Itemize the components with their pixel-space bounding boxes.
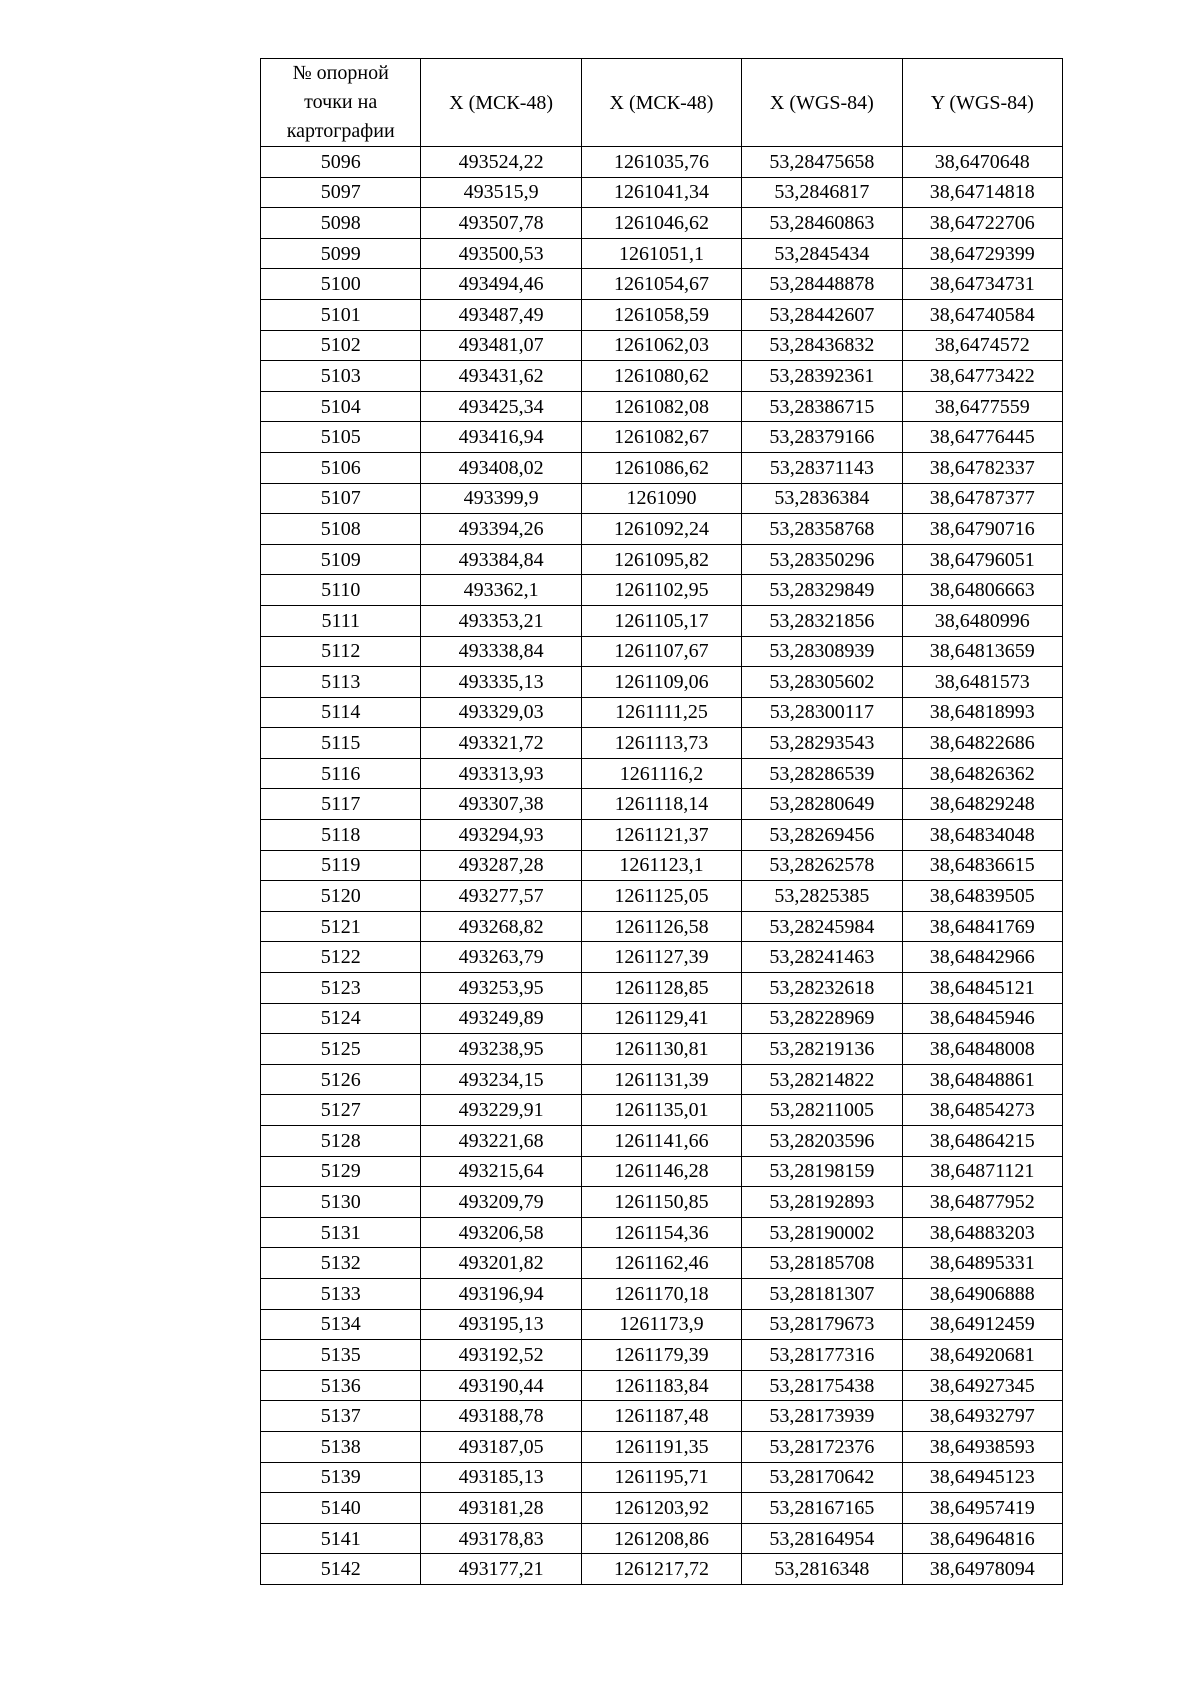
cell-y-wgs84: 38,64871121	[902, 1156, 1062, 1187]
table-body	[261, 147, 1063, 1585]
cell-y-wgs84: 38,64920681	[902, 1340, 1062, 1371]
table-row	[261, 1370, 1063, 1401]
cell-x-msk48: 493185,13	[421, 1462, 581, 1493]
cell-x-msk48: 493408,02	[421, 452, 581, 483]
cell-x-msk48: 493177,21	[421, 1554, 581, 1585]
cell-y-wgs84: 38,64842966	[902, 942, 1062, 973]
cell-point-number: 5129	[261, 1156, 421, 1187]
table-row	[261, 911, 1063, 942]
cell-x-wgs84: 53,28214822	[742, 1064, 902, 1095]
cell-y-wgs84: 38,64782337	[902, 452, 1062, 483]
table-row	[261, 1064, 1063, 1095]
cell-x-wgs84: 53,28280649	[742, 789, 902, 820]
cell-x-msk48-second: 1261131,39	[581, 1064, 741, 1095]
cell-x-wgs84: 53,28173939	[742, 1401, 902, 1432]
table-row	[261, 422, 1063, 453]
cell-x-msk48-second: 1261121,37	[581, 820, 741, 851]
cell-x-msk48: 493353,21	[421, 605, 581, 636]
cell-point-number: 5124	[261, 1003, 421, 1034]
cell-x-msk48: 493221,68	[421, 1126, 581, 1157]
cell-point-number: 5100	[261, 269, 421, 300]
table-row	[261, 881, 1063, 912]
cell-x-msk48-second: 1261102,95	[581, 575, 741, 606]
cell-x-msk48-second: 1261054,67	[581, 269, 741, 300]
table-row	[261, 605, 1063, 636]
cell-x-msk48: 493321,72	[421, 728, 581, 759]
cell-x-msk48-second: 1261170,18	[581, 1278, 741, 1309]
cell-x-msk48-second: 1261041,34	[581, 177, 741, 208]
table-row	[261, 1462, 1063, 1493]
cell-y-wgs84: 38,64877952	[902, 1187, 1062, 1218]
cell-point-number: 5111	[261, 605, 421, 636]
cell-y-wgs84: 38,64729399	[902, 238, 1062, 269]
cell-point-number: 5105	[261, 422, 421, 453]
cell-y-wgs84: 38,64945123	[902, 1462, 1062, 1493]
cell-point-number: 5097	[261, 177, 421, 208]
cell-point-number: 5122	[261, 942, 421, 973]
cell-x-msk48: 493507,78	[421, 208, 581, 239]
cell-x-wgs84: 53,28269456	[742, 820, 902, 851]
cell-x-msk48-second: 1261107,67	[581, 636, 741, 667]
cell-point-number: 5127	[261, 1095, 421, 1126]
cell-y-wgs84: 38,64978094	[902, 1554, 1062, 1585]
cell-x-msk48-second: 1261126,58	[581, 911, 741, 942]
cell-x-msk48: 493335,13	[421, 667, 581, 698]
cell-x-msk48-second: 1261095,82	[581, 544, 741, 575]
cell-x-wgs84: 53,2825385	[742, 881, 902, 912]
cell-x-msk48-second: 1261109,06	[581, 667, 741, 698]
header-x-wgs84: X (WGS-84)	[742, 59, 902, 147]
cell-x-msk48: 493206,58	[421, 1217, 581, 1248]
cell-y-wgs84: 38,64818993	[902, 697, 1062, 728]
cell-y-wgs84: 38,64740584	[902, 299, 1062, 330]
cell-x-wgs84: 53,28185708	[742, 1248, 902, 1279]
table-row	[261, 1554, 1063, 1585]
cell-x-msk48-second: 1261111,25	[581, 697, 741, 728]
cell-y-wgs84: 38,64895331	[902, 1248, 1062, 1279]
cell-x-wgs84: 53,28293543	[742, 728, 902, 759]
cell-point-number: 5112	[261, 636, 421, 667]
table-row	[261, 973, 1063, 1004]
cell-x-msk48-second: 1261113,73	[581, 728, 741, 759]
cell-x-msk48: 493190,44	[421, 1370, 581, 1401]
cell-x-wgs84: 53,28460863	[742, 208, 902, 239]
cell-x-msk48-second: 1261173,9	[581, 1309, 741, 1340]
cell-x-msk48-second: 1261135,01	[581, 1095, 741, 1126]
cell-x-msk48-second: 1261058,59	[581, 299, 741, 330]
cell-x-msk48: 493268,82	[421, 911, 581, 942]
cell-point-number: 5108	[261, 514, 421, 545]
cell-x-msk48: 493201,82	[421, 1248, 581, 1279]
cell-x-wgs84: 53,28179673	[742, 1309, 902, 1340]
cell-x-wgs84: 53,28192893	[742, 1187, 902, 1218]
cell-x-msk48: 493487,49	[421, 299, 581, 330]
cell-x-wgs84: 53,28392361	[742, 361, 902, 392]
table-row	[261, 942, 1063, 973]
cell-y-wgs84: 38,64845946	[902, 1003, 1062, 1034]
cell-point-number: 5116	[261, 758, 421, 789]
cell-x-wgs84: 53,28371143	[742, 452, 902, 483]
cell-x-wgs84: 53,2846817	[742, 177, 902, 208]
table-row	[261, 1187, 1063, 1218]
cell-x-msk48: 493287,28	[421, 850, 581, 881]
cell-x-msk48: 493192,52	[421, 1340, 581, 1371]
cell-x-wgs84: 53,28262578	[742, 850, 902, 881]
cell-point-number: 5107	[261, 483, 421, 514]
cell-point-number: 5119	[261, 850, 421, 881]
table-row	[261, 177, 1063, 208]
cell-x-msk48: 493500,53	[421, 238, 581, 269]
cell-x-wgs84: 53,28228969	[742, 1003, 902, 1034]
cell-x-wgs84: 53,28211005	[742, 1095, 902, 1126]
cell-point-number: 5120	[261, 881, 421, 912]
cell-y-wgs84: 38,64839505	[902, 881, 1062, 912]
table-row	[261, 147, 1063, 178]
cell-y-wgs84: 38,64776445	[902, 422, 1062, 453]
cell-x-msk48-second: 1261146,28	[581, 1156, 741, 1187]
cell-x-msk48-second: 1261035,76	[581, 147, 741, 178]
table-row	[261, 1248, 1063, 1279]
cell-x-msk48-second: 1261105,17	[581, 605, 741, 636]
cell-point-number: 5132	[261, 1248, 421, 1279]
table-row	[261, 452, 1063, 483]
cell-x-msk48-second: 1261086,62	[581, 452, 741, 483]
cell-x-msk48: 493494,46	[421, 269, 581, 300]
cell-x-wgs84: 53,28379166	[742, 422, 902, 453]
cell-x-wgs84: 53,28172376	[742, 1431, 902, 1462]
cell-x-wgs84: 53,28219136	[742, 1034, 902, 1065]
cell-y-wgs84: 38,64854273	[902, 1095, 1062, 1126]
cell-x-wgs84: 53,28350296	[742, 544, 902, 575]
cell-y-wgs84: 38,6470648	[902, 147, 1062, 178]
cell-point-number: 5128	[261, 1126, 421, 1157]
cell-x-msk48-second: 1261128,85	[581, 973, 741, 1004]
cell-y-wgs84: 38,6474572	[902, 330, 1062, 361]
cell-y-wgs84: 38,64790716	[902, 514, 1062, 545]
table-row	[261, 1340, 1063, 1371]
cell-y-wgs84: 38,64848861	[902, 1064, 1062, 1095]
table-row	[261, 636, 1063, 667]
cell-y-wgs84: 38,64734731	[902, 269, 1062, 300]
header-y-wgs84: Y (WGS-84)	[902, 59, 1062, 147]
cell-x-msk48-second: 1261162,46	[581, 1248, 741, 1279]
cell-x-msk48: 493362,1	[421, 575, 581, 606]
cell-point-number: 5118	[261, 820, 421, 851]
cell-x-msk48: 493196,94	[421, 1278, 581, 1309]
cell-x-wgs84: 53,28442607	[742, 299, 902, 330]
cell-x-wgs84: 53,28358768	[742, 514, 902, 545]
table-row	[261, 758, 1063, 789]
cell-y-wgs84: 38,64912459	[902, 1309, 1062, 1340]
cell-y-wgs84: 38,64834048	[902, 820, 1062, 851]
cell-point-number: 5140	[261, 1493, 421, 1524]
cell-x-msk48: 493263,79	[421, 942, 581, 973]
table-row	[261, 361, 1063, 392]
header-row	[261, 59, 1063, 147]
cell-point-number: 5134	[261, 1309, 421, 1340]
cell-x-msk48: 493253,95	[421, 973, 581, 1004]
cell-y-wgs84: 38,64806663	[902, 575, 1062, 606]
cell-y-wgs84: 38,64829248	[902, 789, 1062, 820]
cell-x-msk48: 493181,28	[421, 1493, 581, 1524]
cell-x-msk48-second: 1261118,14	[581, 789, 741, 820]
cell-y-wgs84: 38,64957419	[902, 1493, 1062, 1524]
cell-point-number: 5141	[261, 1523, 421, 1554]
table-row	[261, 850, 1063, 881]
cell-y-wgs84: 38,64938593	[902, 1431, 1062, 1462]
cell-y-wgs84: 38,64932797	[902, 1401, 1062, 1432]
cell-x-wgs84: 53,2845434	[742, 238, 902, 269]
table-row	[261, 483, 1063, 514]
cell-y-wgs84: 38,64813659	[902, 636, 1062, 667]
cell-x-msk48: 493195,13	[421, 1309, 581, 1340]
cell-point-number: 5115	[261, 728, 421, 759]
cell-x-msk48-second: 1261062,03	[581, 330, 741, 361]
cell-x-msk48: 493394,26	[421, 514, 581, 545]
cell-y-wgs84: 38,64826362	[902, 758, 1062, 789]
cell-y-wgs84: 38,64845121	[902, 973, 1062, 1004]
cell-point-number: 5103	[261, 361, 421, 392]
cell-y-wgs84: 38,6477559	[902, 391, 1062, 422]
cell-x-msk48-second: 1261187,48	[581, 1401, 741, 1432]
table-row	[261, 544, 1063, 575]
cell-y-wgs84: 38,64796051	[902, 544, 1062, 575]
table-row	[261, 208, 1063, 239]
cell-x-wgs84: 53,28286539	[742, 758, 902, 789]
cell-x-wgs84: 53,28475658	[742, 147, 902, 178]
table-row	[261, 1309, 1063, 1340]
cell-x-msk48-second: 1261082,08	[581, 391, 741, 422]
cell-x-wgs84: 53,28329849	[742, 575, 902, 606]
cell-point-number: 5139	[261, 1462, 421, 1493]
cell-x-msk48: 493238,95	[421, 1034, 581, 1065]
cell-point-number: 5098	[261, 208, 421, 239]
cell-x-wgs84: 53,28321856	[742, 605, 902, 636]
table-row	[261, 1493, 1063, 1524]
header-point-number: № опорной точки на картографии	[261, 59, 421, 147]
cell-x-msk48-second: 1261208,86	[581, 1523, 741, 1554]
cell-x-wgs84: 53,28232618	[742, 973, 902, 1004]
cell-x-wgs84: 53,28164954	[742, 1523, 902, 1554]
table-row	[261, 1156, 1063, 1187]
cell-y-wgs84: 38,64773422	[902, 361, 1062, 392]
cell-y-wgs84: 38,6481573	[902, 667, 1062, 698]
cell-x-msk48-second: 1261141,66	[581, 1126, 741, 1157]
table-row	[261, 1217, 1063, 1248]
cell-x-msk48: 493431,62	[421, 361, 581, 392]
table-row	[261, 697, 1063, 728]
cell-x-msk48-second: 1261150,85	[581, 1187, 741, 1218]
cell-x-msk48-second: 1261179,39	[581, 1340, 741, 1371]
cell-point-number: 5125	[261, 1034, 421, 1065]
cell-point-number: 5102	[261, 330, 421, 361]
cell-x-msk48: 493215,64	[421, 1156, 581, 1187]
cell-x-msk48-second: 1261191,35	[581, 1431, 741, 1462]
cell-y-wgs84: 38,64883203	[902, 1217, 1062, 1248]
cell-y-wgs84: 38,64722706	[902, 208, 1062, 239]
table-row	[261, 1126, 1063, 1157]
cell-point-number: 5135	[261, 1340, 421, 1371]
table-row	[261, 1431, 1063, 1462]
cell-point-number: 5101	[261, 299, 421, 330]
cell-point-number: 5121	[261, 911, 421, 942]
cell-point-number: 5110	[261, 575, 421, 606]
cell-x-wgs84: 53,28198159	[742, 1156, 902, 1187]
cell-x-msk48: 493416,94	[421, 422, 581, 453]
header-x-msk48: X (МСК-48)	[421, 59, 581, 147]
cell-x-msk48: 493229,91	[421, 1095, 581, 1126]
cell-x-msk48: 493178,83	[421, 1523, 581, 1554]
table-row	[261, 789, 1063, 820]
cell-point-number: 5123	[261, 973, 421, 1004]
cell-x-msk48: 493188,78	[421, 1401, 581, 1432]
cell-y-wgs84: 38,6480996	[902, 605, 1062, 636]
cell-x-msk48: 493209,79	[421, 1187, 581, 1218]
cell-point-number: 5099	[261, 238, 421, 269]
table-row	[261, 1095, 1063, 1126]
cell-x-wgs84: 53,28190002	[742, 1217, 902, 1248]
cell-x-msk48: 493515,9	[421, 177, 581, 208]
cell-x-wgs84: 53,28386715	[742, 391, 902, 422]
cell-x-wgs84: 53,28308939	[742, 636, 902, 667]
cell-x-msk48-second: 1261123,1	[581, 850, 741, 881]
cell-y-wgs84: 38,64822686	[902, 728, 1062, 759]
table-row	[261, 238, 1063, 269]
cell-x-msk48-second: 1261217,72	[581, 1554, 741, 1585]
cell-point-number: 5117	[261, 789, 421, 820]
cell-x-wgs84: 53,28436832	[742, 330, 902, 361]
cell-point-number: 5096	[261, 147, 421, 178]
cell-x-wgs84: 53,2836384	[742, 483, 902, 514]
cell-point-number: 5126	[261, 1064, 421, 1095]
cell-x-msk48-second: 1261154,36	[581, 1217, 741, 1248]
cell-x-msk48-second: 1261130,81	[581, 1034, 741, 1065]
cell-x-wgs84: 53,28167165	[742, 1493, 902, 1524]
cell-x-msk48-second: 1261127,39	[581, 942, 741, 973]
cell-y-wgs84: 38,64864215	[902, 1126, 1062, 1157]
cell-x-msk48-second: 1261203,92	[581, 1493, 741, 1524]
cell-x-wgs84: 53,28181307	[742, 1278, 902, 1309]
table-row	[261, 667, 1063, 698]
cell-x-msk48: 493384,84	[421, 544, 581, 575]
cell-point-number: 5109	[261, 544, 421, 575]
cell-x-wgs84: 53,28241463	[742, 942, 902, 973]
table-header	[261, 59, 1063, 147]
table-row	[261, 1523, 1063, 1554]
table-row	[261, 1278, 1063, 1309]
cell-point-number: 5114	[261, 697, 421, 728]
table-row	[261, 1034, 1063, 1065]
table-row	[261, 514, 1063, 545]
cell-y-wgs84: 38,64787377	[902, 483, 1062, 514]
cell-x-msk48-second: 1261195,71	[581, 1462, 741, 1493]
cell-x-msk48: 493249,89	[421, 1003, 581, 1034]
table-row	[261, 728, 1063, 759]
cell-x-wgs84: 53,28448878	[742, 269, 902, 300]
cell-x-msk48: 493399,9	[421, 483, 581, 514]
cell-x-msk48-second: 1261080,62	[581, 361, 741, 392]
cell-y-wgs84: 38,64964816	[902, 1523, 1062, 1554]
cell-y-wgs84: 38,64906888	[902, 1278, 1062, 1309]
cell-x-wgs84: 53,28300117	[742, 697, 902, 728]
cell-x-msk48: 493524,22	[421, 147, 581, 178]
cell-point-number: 5106	[261, 452, 421, 483]
cell-x-msk48: 493187,05	[421, 1431, 581, 1462]
cell-x-msk48-second: 1261051,1	[581, 238, 741, 269]
cell-y-wgs84: 38,64714818	[902, 177, 1062, 208]
cell-point-number: 5133	[261, 1278, 421, 1309]
cell-x-wgs84: 53,28175438	[742, 1370, 902, 1401]
cell-x-msk48-second: 1261125,05	[581, 881, 741, 912]
table-row	[261, 1401, 1063, 1432]
cell-x-msk48: 493234,15	[421, 1064, 581, 1095]
cell-point-number: 5131	[261, 1217, 421, 1248]
cell-point-number: 5136	[261, 1370, 421, 1401]
table-row	[261, 391, 1063, 422]
table-row	[261, 575, 1063, 606]
cell-x-msk48: 493425,34	[421, 391, 581, 422]
cell-x-msk48: 493277,57	[421, 881, 581, 912]
cell-x-msk48-second: 1261092,24	[581, 514, 741, 545]
cell-point-number: 5104	[261, 391, 421, 422]
cell-x-msk48: 493338,84	[421, 636, 581, 667]
table-row	[261, 269, 1063, 300]
cell-point-number: 5130	[261, 1187, 421, 1218]
cell-x-msk48: 493307,38	[421, 789, 581, 820]
cell-x-msk48-second: 1261082,67	[581, 422, 741, 453]
cell-x-msk48: 493313,93	[421, 758, 581, 789]
table-row	[261, 1003, 1063, 1034]
cell-x-msk48: 493329,03	[421, 697, 581, 728]
cell-y-wgs84: 38,64841769	[902, 911, 1062, 942]
cell-y-wgs84: 38,64927345	[902, 1370, 1062, 1401]
cell-x-msk48-second: 1261116,2	[581, 758, 741, 789]
cell-x-wgs84: 53,28170642	[742, 1462, 902, 1493]
cell-x-wgs84: 53,28245984	[742, 911, 902, 942]
cell-x-msk48-second: 1261129,41	[581, 1003, 741, 1034]
header-x-msk48-second: X (МСК-48)	[581, 59, 741, 147]
cell-point-number: 5137	[261, 1401, 421, 1432]
cell-x-wgs84: 53,2816348	[742, 1554, 902, 1585]
cell-x-msk48: 493481,07	[421, 330, 581, 361]
cell-point-number: 5142	[261, 1554, 421, 1585]
cell-x-msk48-second: 1261183,84	[581, 1370, 741, 1401]
table-row	[261, 299, 1063, 330]
cell-x-wgs84: 53,28305602	[742, 667, 902, 698]
table-row	[261, 330, 1063, 361]
cell-point-number: 5138	[261, 1431, 421, 1462]
cell-x-wgs84: 53,28177316	[742, 1340, 902, 1371]
cell-x-wgs84: 53,28203596	[742, 1126, 902, 1157]
cell-x-msk48-second: 1261046,62	[581, 208, 741, 239]
coordinates-table	[260, 58, 1063, 1585]
table-row	[261, 820, 1063, 851]
cell-y-wgs84: 38,64848008	[902, 1034, 1062, 1065]
cell-x-msk48-second: 1261090	[581, 483, 741, 514]
cell-point-number: 5113	[261, 667, 421, 698]
cell-y-wgs84: 38,64836615	[902, 850, 1062, 881]
cell-x-msk48: 493294,93	[421, 820, 581, 851]
